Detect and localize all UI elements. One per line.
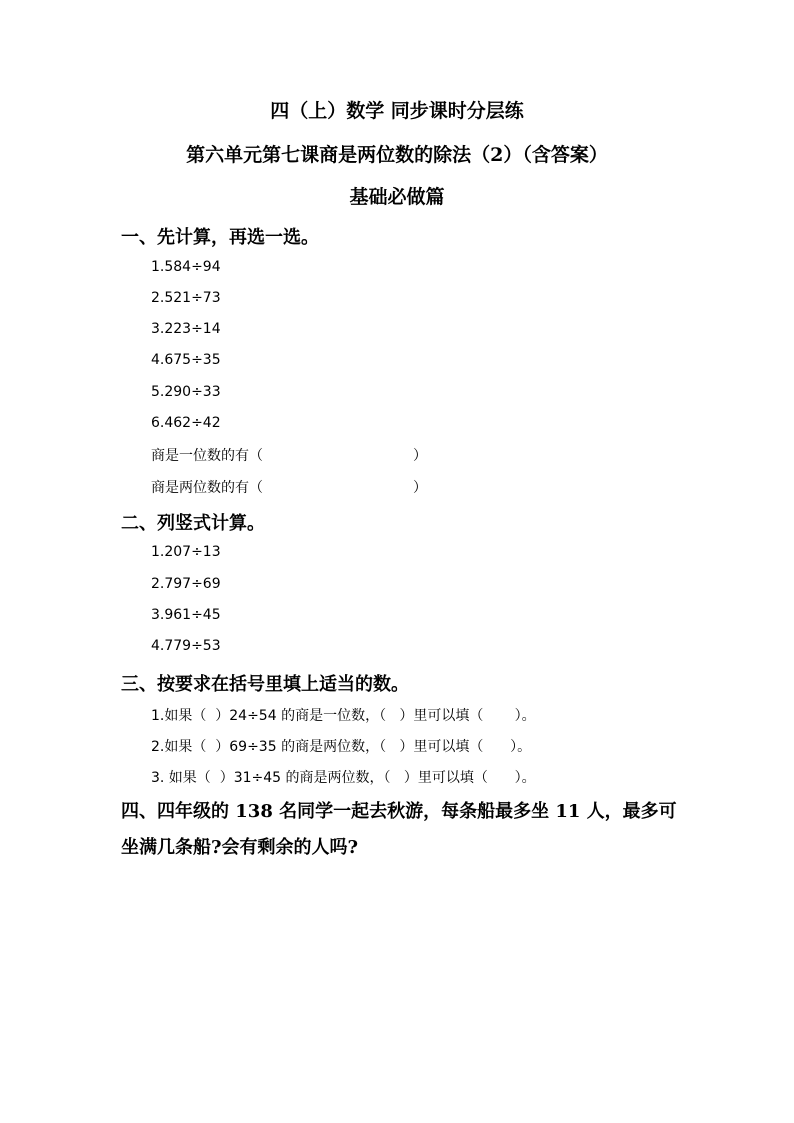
list-item: 4.779÷53 [151, 638, 221, 654]
fill-label: 商是一位数的有（ [151, 448, 263, 464]
section-4-question-line2: 坐满几条船?会有剩余的人吗? [121, 837, 359, 858]
list-item: 3.223÷14 [151, 321, 221, 337]
fill-close: ） [413, 480, 427, 496]
list-item: 2.797÷69 [151, 576, 221, 592]
fill-label: 商是两位数的有（ [151, 480, 263, 496]
list-item: 1.584÷94 [151, 259, 221, 275]
section-1-heading: 一、先计算，再选一选。 [121, 227, 319, 248]
list-item: 6.462÷42 [151, 415, 221, 431]
section-3-heading: 三、按要求在括号里填上适当的数。 [121, 674, 409, 695]
page-subtitle: 第六单元第七课商是两位数的除法（2）（含答案） [186, 144, 608, 166]
fill-single-digit [151, 445, 427, 465]
fill-close: ） [413, 448, 427, 464]
list-item: 3. 如果（ ）31÷45 的商是两位数，（ ）里可以填（ ）。 [151, 770, 536, 786]
list-item: 2.521÷73 [151, 290, 221, 306]
list-item: 5.290÷33 [151, 384, 221, 400]
section-2-heading: 二、列竖式计算。 [121, 513, 265, 534]
list-item: 4.675÷35 [151, 352, 221, 368]
level-title: 基础必做篇 [349, 186, 445, 208]
list-item: 2.如果（ ）69÷35 的商是两位数，（ ）里可以填（ ）。 [151, 739, 532, 755]
list-item: 3.961÷45 [151, 607, 221, 623]
page-title: 四（上）数学 同步课时分层练 [270, 100, 524, 122]
list-item: 1.207÷13 [151, 544, 221, 560]
fill-double-digit [151, 477, 427, 497]
list-item: 1.如果（ ）24÷54 的商是一位数，（ ）里可以填（ ）。 [151, 708, 536, 724]
section-4-question-line1: 四、四年级的 138 名同学一起去秋游，每条船最多坐 11 人，最多可 [121, 801, 677, 822]
